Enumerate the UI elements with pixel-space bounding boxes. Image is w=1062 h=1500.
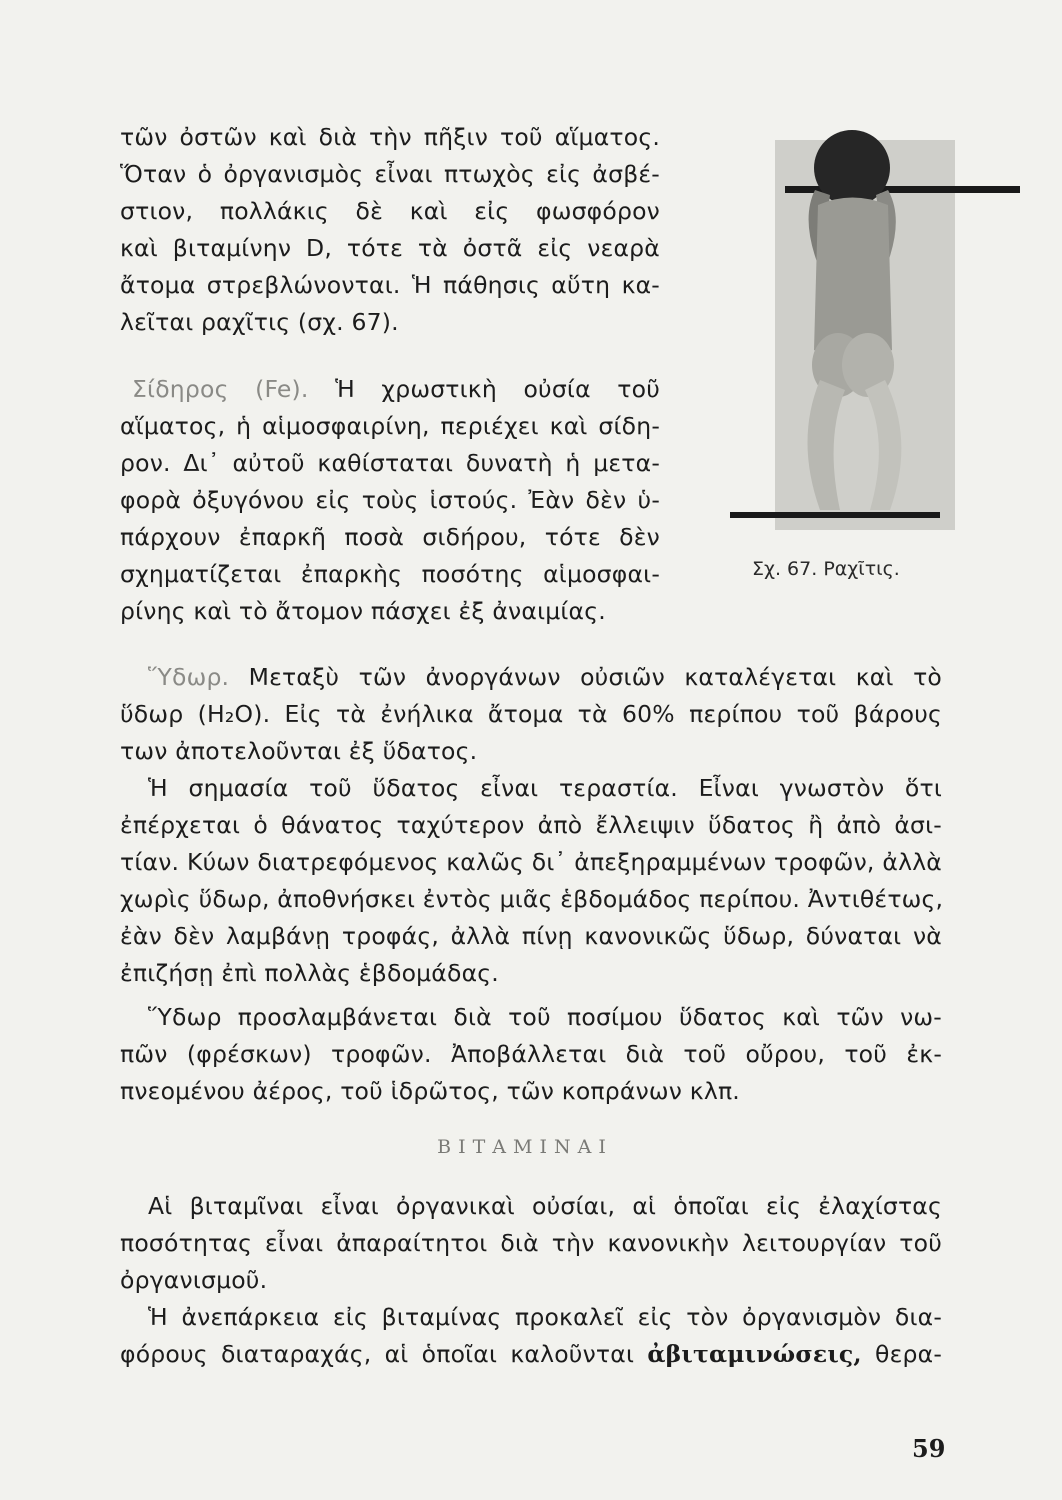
iron-line-1-text: Ἡ χρωστικὴ οὐσία τοῦ [335,375,661,403]
vitamins-line-1: Αἱ βιταμῖναι εἶναι ὀργανικαὶ οὐσίαι, αἱ ὁποῖαι εἰς ἐλαχίστας [148,1192,942,1220]
rickets-line-3: στιον, πολλάκις δὲ καὶ εἰς φωσφόρον [120,197,660,225]
importance-line-3: τίαν. Κύων διατρεφόμενος καλῶς δι᾽ ἀπεξηραμμένων τροφῶν, ἀλλὰ [120,848,942,876]
iron-line-6: σχηματίζεται ἐπαρκὴς ποσότης αἱμοσφαι- [120,560,660,588]
rickets-line-5: ἄτομα στρεβλώνονται. Ἡ πάθησις αὕτη κα- [120,271,660,299]
importance-line-4: χωρὶς ὕδωρ, ἀποθνήσκει ἐντὸς μιᾶς ἑβδομάδος περίπου. Ἀντιθέτως, [120,885,944,913]
intake-line-3: πνεομένου ἀέρος, τοῦ ἱδρῶτος, τῶν κοπράνων κλπ. [120,1077,740,1105]
water-line-2: ὕδωρ (H₂O). Εἰς τὰ ἐνήλικα ἄτομα τὰ 60% περίπου τοῦ βάρους [120,700,942,728]
page-number: 59 [912,1434,946,1463]
importance-line-2: ἐπέρχεται ὁ θάνατος ταχύτερον ἀπὸ ἔλλειψιν ὕδατος ἢ ἀπὸ ἀσι- [120,811,942,839]
deficiency-line-2-start: φόρους διαταραχάς, αἱ ὁποῖαι καλοῦνται [120,1340,635,1368]
importance-line-5: ἐὰν δὲν λαμβάνῃ τροφάς, ἀλλὰ πίνῃ κανονικῶς ὕδωρ, δύναται νὰ [120,922,942,950]
iron-line-4: φορὰ ὀξυγόνου εἰς τοὺς ἱστούς. Ἐὰν δὲν ὑ- [120,486,660,514]
importance-line-6: ἐπιζήσῃ ἐπὶ πολλὰς ἑβδομάδας. [120,959,499,987]
deficiency-line-1: Ἡ ἀνεπάρκεια εἰς βιταμίνας προκαλεῖ εἰς τὸν ὀργανισμὸν δια- [148,1303,942,1331]
iron-line-5: πάρχουν ἐπαρκῆ ποσὰ σιδήρου, τότε δὲν [120,523,660,551]
intake-line-2: πῶν (φρέσκων) τροφῶν. Ἀποβάλλεται διὰ τοῦ οὔρου, τοῦ ἐκ- [120,1040,942,1068]
water-line-1-text: Μεταξὺ τῶν ἀνοργάνων οὐσιῶν καταλέγεται καὶ τὸ [248,663,942,691]
vitamins-line-3: ὀργανισμοῦ. [120,1266,268,1294]
iron-term: Σίδηρος (Fe). [132,375,309,403]
water-term: Ὕδωρ. [148,663,230,691]
vitamins-line-2: ποσότητας εἶναι ἀπαραίτητοι διὰ τὴν κανονικὴν λειτουργίαν τοῦ [120,1229,942,1257]
child-torso [814,198,892,361]
rickets-child-figure [720,120,1020,530]
deficiency-line-2-end: θερα- [875,1340,942,1368]
floor-line [730,512,940,518]
rickets-line-4: καὶ βιταμίνην D, τότε τὰ ὀστᾶ εἰς νεαρὰ [120,234,660,262]
deficiency-line-2 [120,1337,942,1371]
iron-line-1 [132,372,660,406]
water-line-1 [148,660,942,694]
importance-line-1: Ἡ σημασία τοῦ ὕδατος εἶναι τεραστία. Εἶναι γνωστὸν ὅτι [148,774,942,802]
intake-line-1: Ὕδωρ προσλαμβάνεται διὰ τοῦ ποσίμου ὕδατος καὶ τῶν νω- [148,1003,942,1031]
iron-line-2: αἵματος, ἡ αἱμοσφαιρίνη, περιέχει καὶ σίδη- [120,412,660,440]
water-line-3: των ἀποτελοῦνται ἐξ ὕδατος. [120,737,478,765]
iron-line-7: ρίνης καὶ τὸ ἄτομον πάσχει ἐξ ἀναιμίας. [120,597,606,625]
rickets-line-6: λεῖται ραχῖτις (σχ. 67). [120,308,399,336]
avitaminosis-term: ἀβιταμινώσεις, [647,1340,862,1368]
rickets-line-1: τῶν ὀστῶν καὶ διὰ τὴν πῆξιν τοῦ αἵματος. [120,123,660,151]
rickets-line-2: Ὅταν ὁ ὀργανισμὸς εἶναι πτωχὸς εἰς ἀσβέ- [120,160,660,188]
figure-caption: Σχ. 67. Ραχῖτις. [752,558,900,580]
section-heading-vitamins: ΒΙΤΑΜΙΝΑΙ [437,1136,613,1158]
iron-line-3: ρον. Δι᾽ αὐτοῦ καθίσταται δυνατὴ ἡ μετα- [120,449,660,477]
